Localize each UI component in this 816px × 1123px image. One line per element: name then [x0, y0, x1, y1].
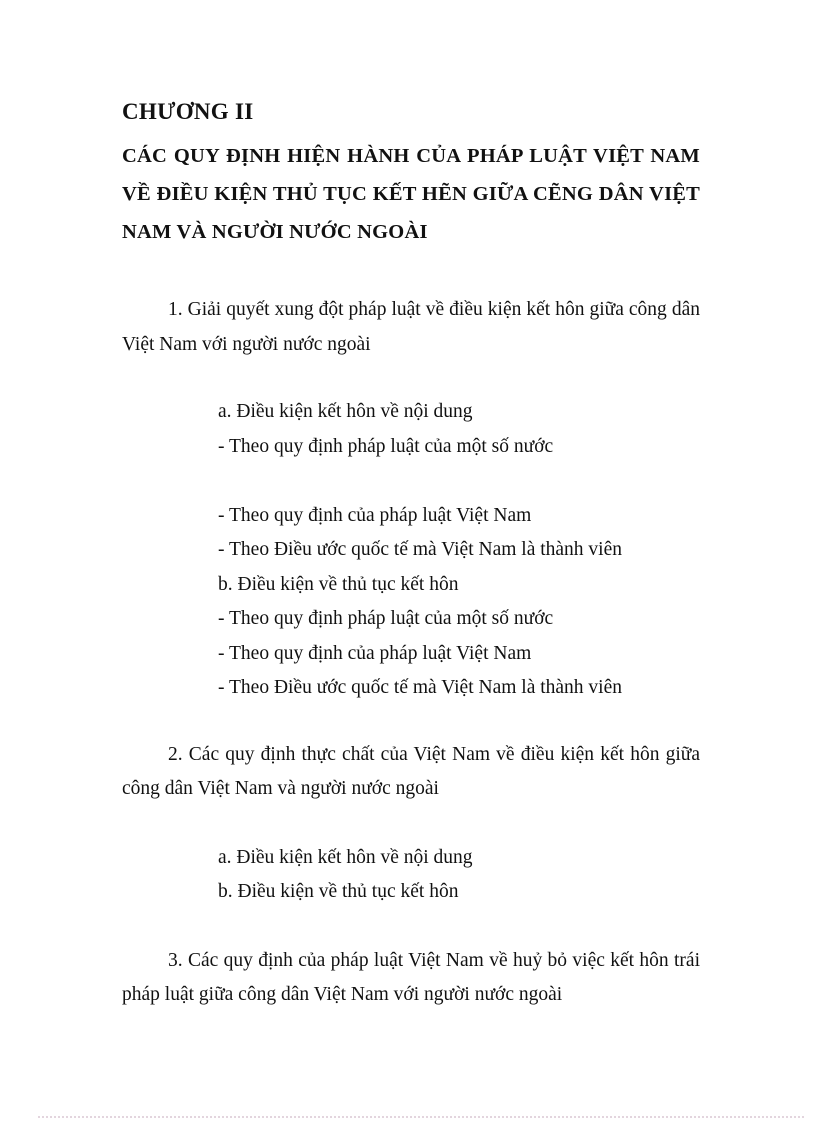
chapter-heading [122, 137, 700, 251]
section-3-paragraph [122, 944, 700, 1013]
section-1-paragraph [122, 293, 700, 362]
section-3-paragraph-line-2: pháp luật giữa công dân Việt Nam với người nước ngoài [122, 984, 563, 1005]
section-1-items [122, 395, 700, 706]
section-2-paragraph-line-1: 2. Các quy định thực chất của Việt Nam về điều kiện kết hôn giữa [168, 743, 700, 765]
section-1-item-8: - Theo Điều ước quốc tế mà Việt Nam là thành viên [218, 677, 622, 698]
section-1-item-7: - Theo quy định của pháp luật Việt Nam [218, 642, 532, 664]
chapter-title: CHƯƠNG II [122, 99, 254, 124]
section-2-items [122, 841, 700, 910]
chapter-heading-line-1: CÁC QUY ĐỊNH HIỆN HÀNH CỦA PHÁP LUẬT VIỆT NAM [122, 145, 700, 167]
section-2-paragraph-line-2: công dân Việt Nam và người nước ngoài [122, 778, 439, 799]
section-1-item-4: - Theo Điều ước quốc tế mà Việt Nam là thành viên [218, 539, 622, 560]
page-bottom-dotted-line [38, 1116, 804, 1118]
section-1-item-2: - Theo quy định pháp luật của một số nước [218, 435, 554, 457]
section-1-item-5: b. Điều kiện về thủ tục kết hôn [218, 573, 459, 595]
section-2-paragraph [122, 738, 700, 807]
section-1-paragraph-line-2: Việt Nam với người nước ngoài [122, 333, 371, 355]
section-1-item-1: a. Điều kiện kết hôn về nội dung [218, 401, 473, 422]
chapter-heading-line-2: VỀ ĐIỀU KIỆN THỦ TỤC KẾT HẼN GIỮA CẼNG DÂN VIỆT [122, 183, 700, 205]
chapter-heading-line-3: NAM VÀ NGƯỜI NƯỚC NGOÀI [122, 221, 428, 243]
text-block [122, 97, 700, 1013]
section-3-paragraph-line-1: 3. Các quy định của pháp luật Việt Nam về huỷ bỏ việc kết hôn trái [168, 949, 700, 971]
section-1-item-3: - Theo quy định của pháp luật Việt Nam [218, 504, 532, 526]
section-2-item-2: b. Điều kiện về thủ tục kết hôn [218, 881, 459, 902]
section-1-item-6: - Theo quy định pháp luật của một số nước [218, 608, 554, 629]
section-1-paragraph-line-1: 1. Giải quyết xung đột pháp luật về điều kiện kết hôn giữa công dân [168, 299, 700, 320]
section-2-item-1: a. Điều kiện kết hôn về nội dung [218, 846, 473, 868]
